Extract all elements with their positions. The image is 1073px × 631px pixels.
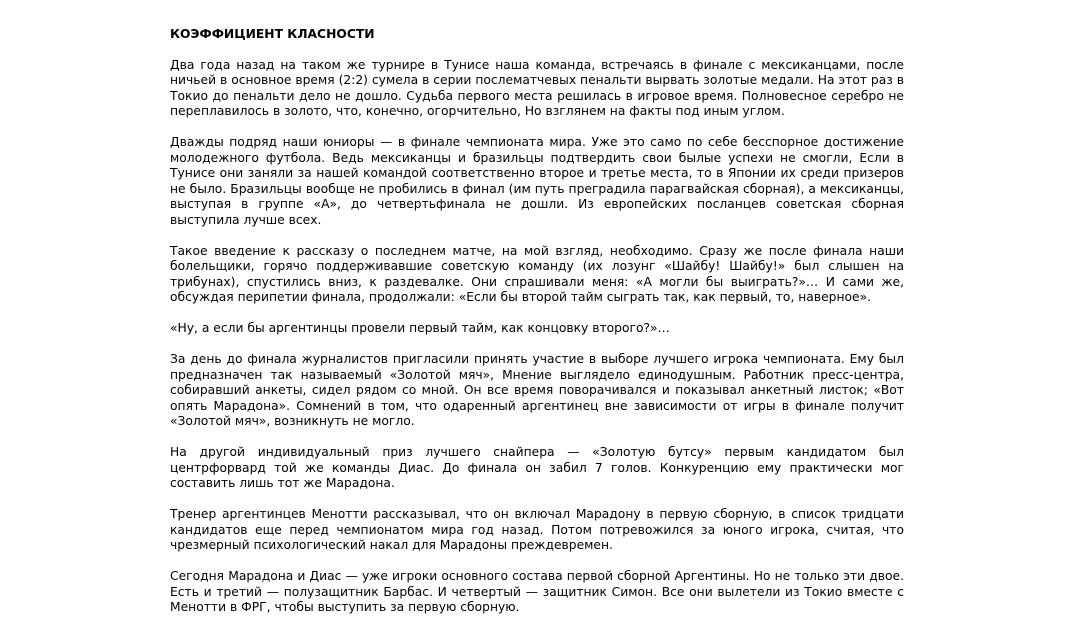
- article-paragraph: Сегодня Марадона и Диас — уже игроки основного состава первой сборной Аргентины. Но не только эти двое. Есть и третий — полузащитник Барбас. И четвертый — защитник Симон. Все они вылетели из Токио вместе с Менотти в ФРГ, чтобы выступить за первую сборную.: [170, 569, 904, 614]
- article-paragraph: На другой индивидуальный приз лучшего снайпера — «Золотую бутсу» первым кандидатом был центрфорвард той же команды Диас. До финала он забил 7 голов. Конкуренцию ему практически мог составить лишь тот же Марадона.: [170, 445, 904, 490]
- article-paragraph: Дважды подряд наши юниоры — в финале чемпионата мира. Уже это само по себе бесспорное достижение молодежного футбола. Ведь мексиканцы и бразильцы подтвердить свои былые успехи не смогли, Если в Тунисе они заняли за нашей командой соответственно второе и третье места, то в Японии их среди призеров не было. Бразильцы вообще не пробились в финал (им путь преградила парагвайская сборная), а мексиканцы, выступая в группе «А», до четвертьфинала не дошли. Из европейских посланцев советская сборная выступила лучше всех.: [170, 135, 904, 227]
- article-paragraph: «Ну, а если бы аргентинцы провели первый тайм, как концовку второго?»…: [170, 321, 670, 335]
- article-paragraph: Тренер аргентинцев Менотти рассказывал, что он включал Марадону в первую сборную, в список тридцати кандидатов еще перед чемпионатом мира год назад. Потом потревожился за юного игрока, считая, что чрезмерный психологический накал для Марадоны преждевремен.: [170, 507, 904, 552]
- article-paragraph: Два года назад на таком же турнире в Тунисе наша команда, встречаясь в финале с мексиканцами, после ничьей в основное время (2:2) сумела в серии послематчевых пенальти вырвать золотые медали. На этот раз в Токио до пенальти дело не дошло. Судьба первого места решилась в игровое время. Полновесное серебро не переплавилось в золото, что, конечно, огорчительно, Но взглянем на факты под иным углом.: [170, 57, 904, 118]
- article: [170, 27, 904, 631]
- article-paragraph: Такое введение к рассказу о последнем матче, на мой взгляд, необходимо. Сразу же после финала наши болельщики, горячо поддерживавшие советскую команду (их лозунг «Шайбу! Шайбу!» был слышен на трибунах), спустились вниз, к раздевалке. Они спрашивали меня: «А могли бы выиграть?»… И сами же, обсуждая перипетии финала, продолжали: «Если бы второй тайм сыграть так, как первый, то, наверное».: [170, 243, 904, 304]
- article-paragraph: За день до финала журналистов пригласили принять участие в выборе лучшего игрока чемпионата. Ему был предназначен так называемый «Золотой мяч», Мнение выглядело единодушным. Работник пресс-центра, собиравший анкеты, сидел рядом со мной. Он все время поворачивался и показывал анкетный листок; «Вот опять Марадона». Сомнений в том, что одаренный аргентинец вне зависимости от игры в финале получит «Золотой мяч», возникнуть не могло.: [170, 352, 904, 428]
- article-title: КОЭФФИЦИЕНТ КЛАСНОСТИ: [170, 27, 375, 41]
